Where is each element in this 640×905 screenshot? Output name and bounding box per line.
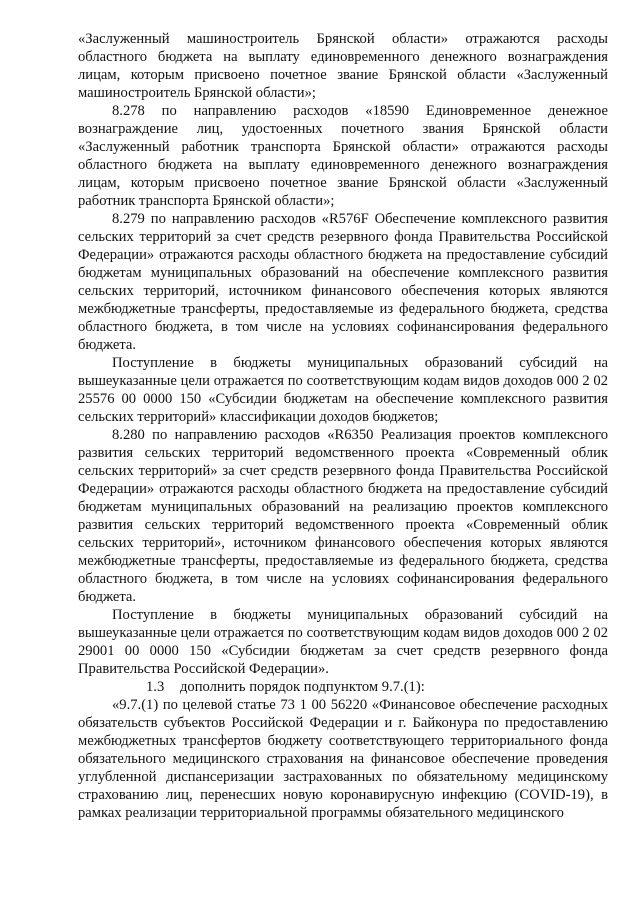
item-number: 1.3 xyxy=(146,679,165,695)
item-text: дополнить порядок подпунктом 9.7.(1): xyxy=(180,679,425,695)
paragraph-8-280: 8.280 по направлению расходов «R6350 Реализация проектов комплексного развития сельских территорий ведомственного проекта «Современный облик сельских территорий» за счет средств резервного фонда Правительства Российской Федерации» отражаются расходы областного бюджета на предоставление субсидий бюджетам муниципальных образований на реализацию проектов комплексного развития сельских территорий ведомственного проекта «Современный облик сельских территорий», источником финансового обеспечения которых являются межбюджетные трансферты, предоставляемые из федерального бюджета, средства областного бюджета, в том числе на условиях софинансирования федерального бюджета. xyxy=(78,427,608,605)
paragraph-8-279: 8.279 по направлению расходов «R576F Обеспечение комплексного развития сельских территорий за счет средств резервного фонда Правительства Российской Федерации» отражаются расходы областного бюджета на предоставление субсидий бюджетам муниципальных образований на обеспечение комплексного развития сельских территорий, источником финансового обеспечения которых являются межбюджетные трансферты, предоставляемые из федерального бюджета, средства областного бюджета, в том числе на условиях софинансирования федерального бюджета. xyxy=(78,211,608,353)
paragraph-income-note-2: Поступление в бюджеты муниципальных образований субсидий на вышеуказанные цели отражается по соответствующим кодам видов доходов 000 2 02 29001 00 0000 150 «Субсидии бюджетам за счет средств резервного фонда Правительства Российской Федерации». xyxy=(78,607,608,677)
item-1-3 xyxy=(78,678,608,696)
paragraph-9-7-1: «9.7.(1) по целевой статье 73 1 00 56220 «Финансовое обеспечение расходных обязательств субъектов Российской Федерации и г. Байконура по предоставлению межбюджетных трансфертов бюджету соответствующего территориального фонда обязательного медицинского страхования на финансовое обеспечение проведения углубленной диспансеризации застрахованных по обязательному медицинскому страхованию лиц, перенесших новую коронавирусную инфекцию (COVID-19), в рамках реализации территориальной программы обязательного медицинского xyxy=(78,697,608,821)
document-page xyxy=(78,30,608,822)
paragraph-income-note-1: Поступление в бюджеты муниципальных образований субсидий на вышеуказанные цели отражается по соответствующим кодам видов доходов 000 2 02 25576 00 0000 150 «Субсидии бюджетам на обеспечение комплексного развития сельских территорий» классификации доходов бюджетов; xyxy=(78,355,608,425)
paragraph-continuation: «Заслуженный машиностроитель Брянской области» отражаются расходы областного бюджета на выплату единовременного денежного вознаграждения лицам, которым присвоено почетное звание Брянской области «Заслуженный машиностроитель Брянской области»; xyxy=(78,31,608,101)
paragraph-8-278: 8.278 по направлению расходов «18590 Единовременное денежное вознаграждение лиц, удостоенных почетного звания Брянской области «Заслуженный работник транспорта Брянской области» отражаются расходы областного бюджета на выплату единовременного денежного вознаграждения лицам, которым присвоено почетное звание Брянской области «Заслуженный работник транспорта Брянской области»; xyxy=(78,103,608,209)
